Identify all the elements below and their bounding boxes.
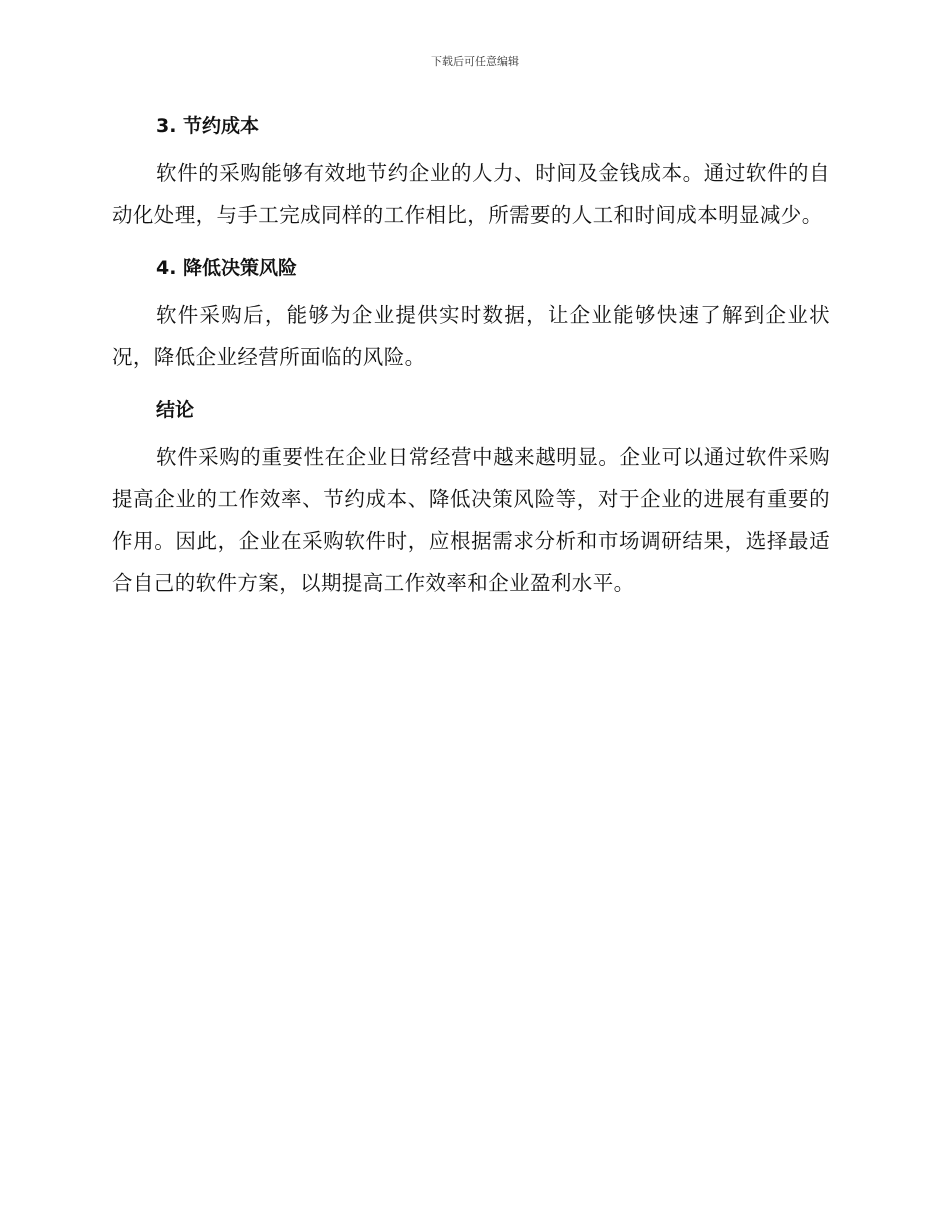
section-heading-risk-reduction: 4. 降低决策风险 (156, 257, 298, 279)
section-heading-cost-saving: 3. 节约成本 (156, 115, 260, 137)
section-paragraph-cost-saving: 软件的采购能够有效地节约企业的人力、时间及金钱成本。通过软件的自动化处理，与手工完成同样的工作相比，所需要的人工和时间成本明显减少。 (112, 161, 830, 227)
section-paragraph-conclusion: 软件采购的重要性在企业日常经营中越来越明显。企业可以通过软件采购提高企业的工作效率、节约成本、降低决策风险等，对于企业的进展有重要的作用。因此，企业在采购软件时，应根据需求分析和市场调研结果，选择最适合自己的软件方案，以期提高工作效率和企业盈利水平。 (112, 445, 830, 595)
section-paragraph-risk-reduction: 软件采购后，能够为企业提供实时数据，让企业能够快速了解到企业状况，降低企业经营所面临的风险。 (112, 303, 830, 369)
document-body (112, 108, 830, 604)
page-header-note: 下载后可任意编辑 (431, 55, 519, 68)
section-heading-conclusion: 结论 (156, 399, 195, 421)
